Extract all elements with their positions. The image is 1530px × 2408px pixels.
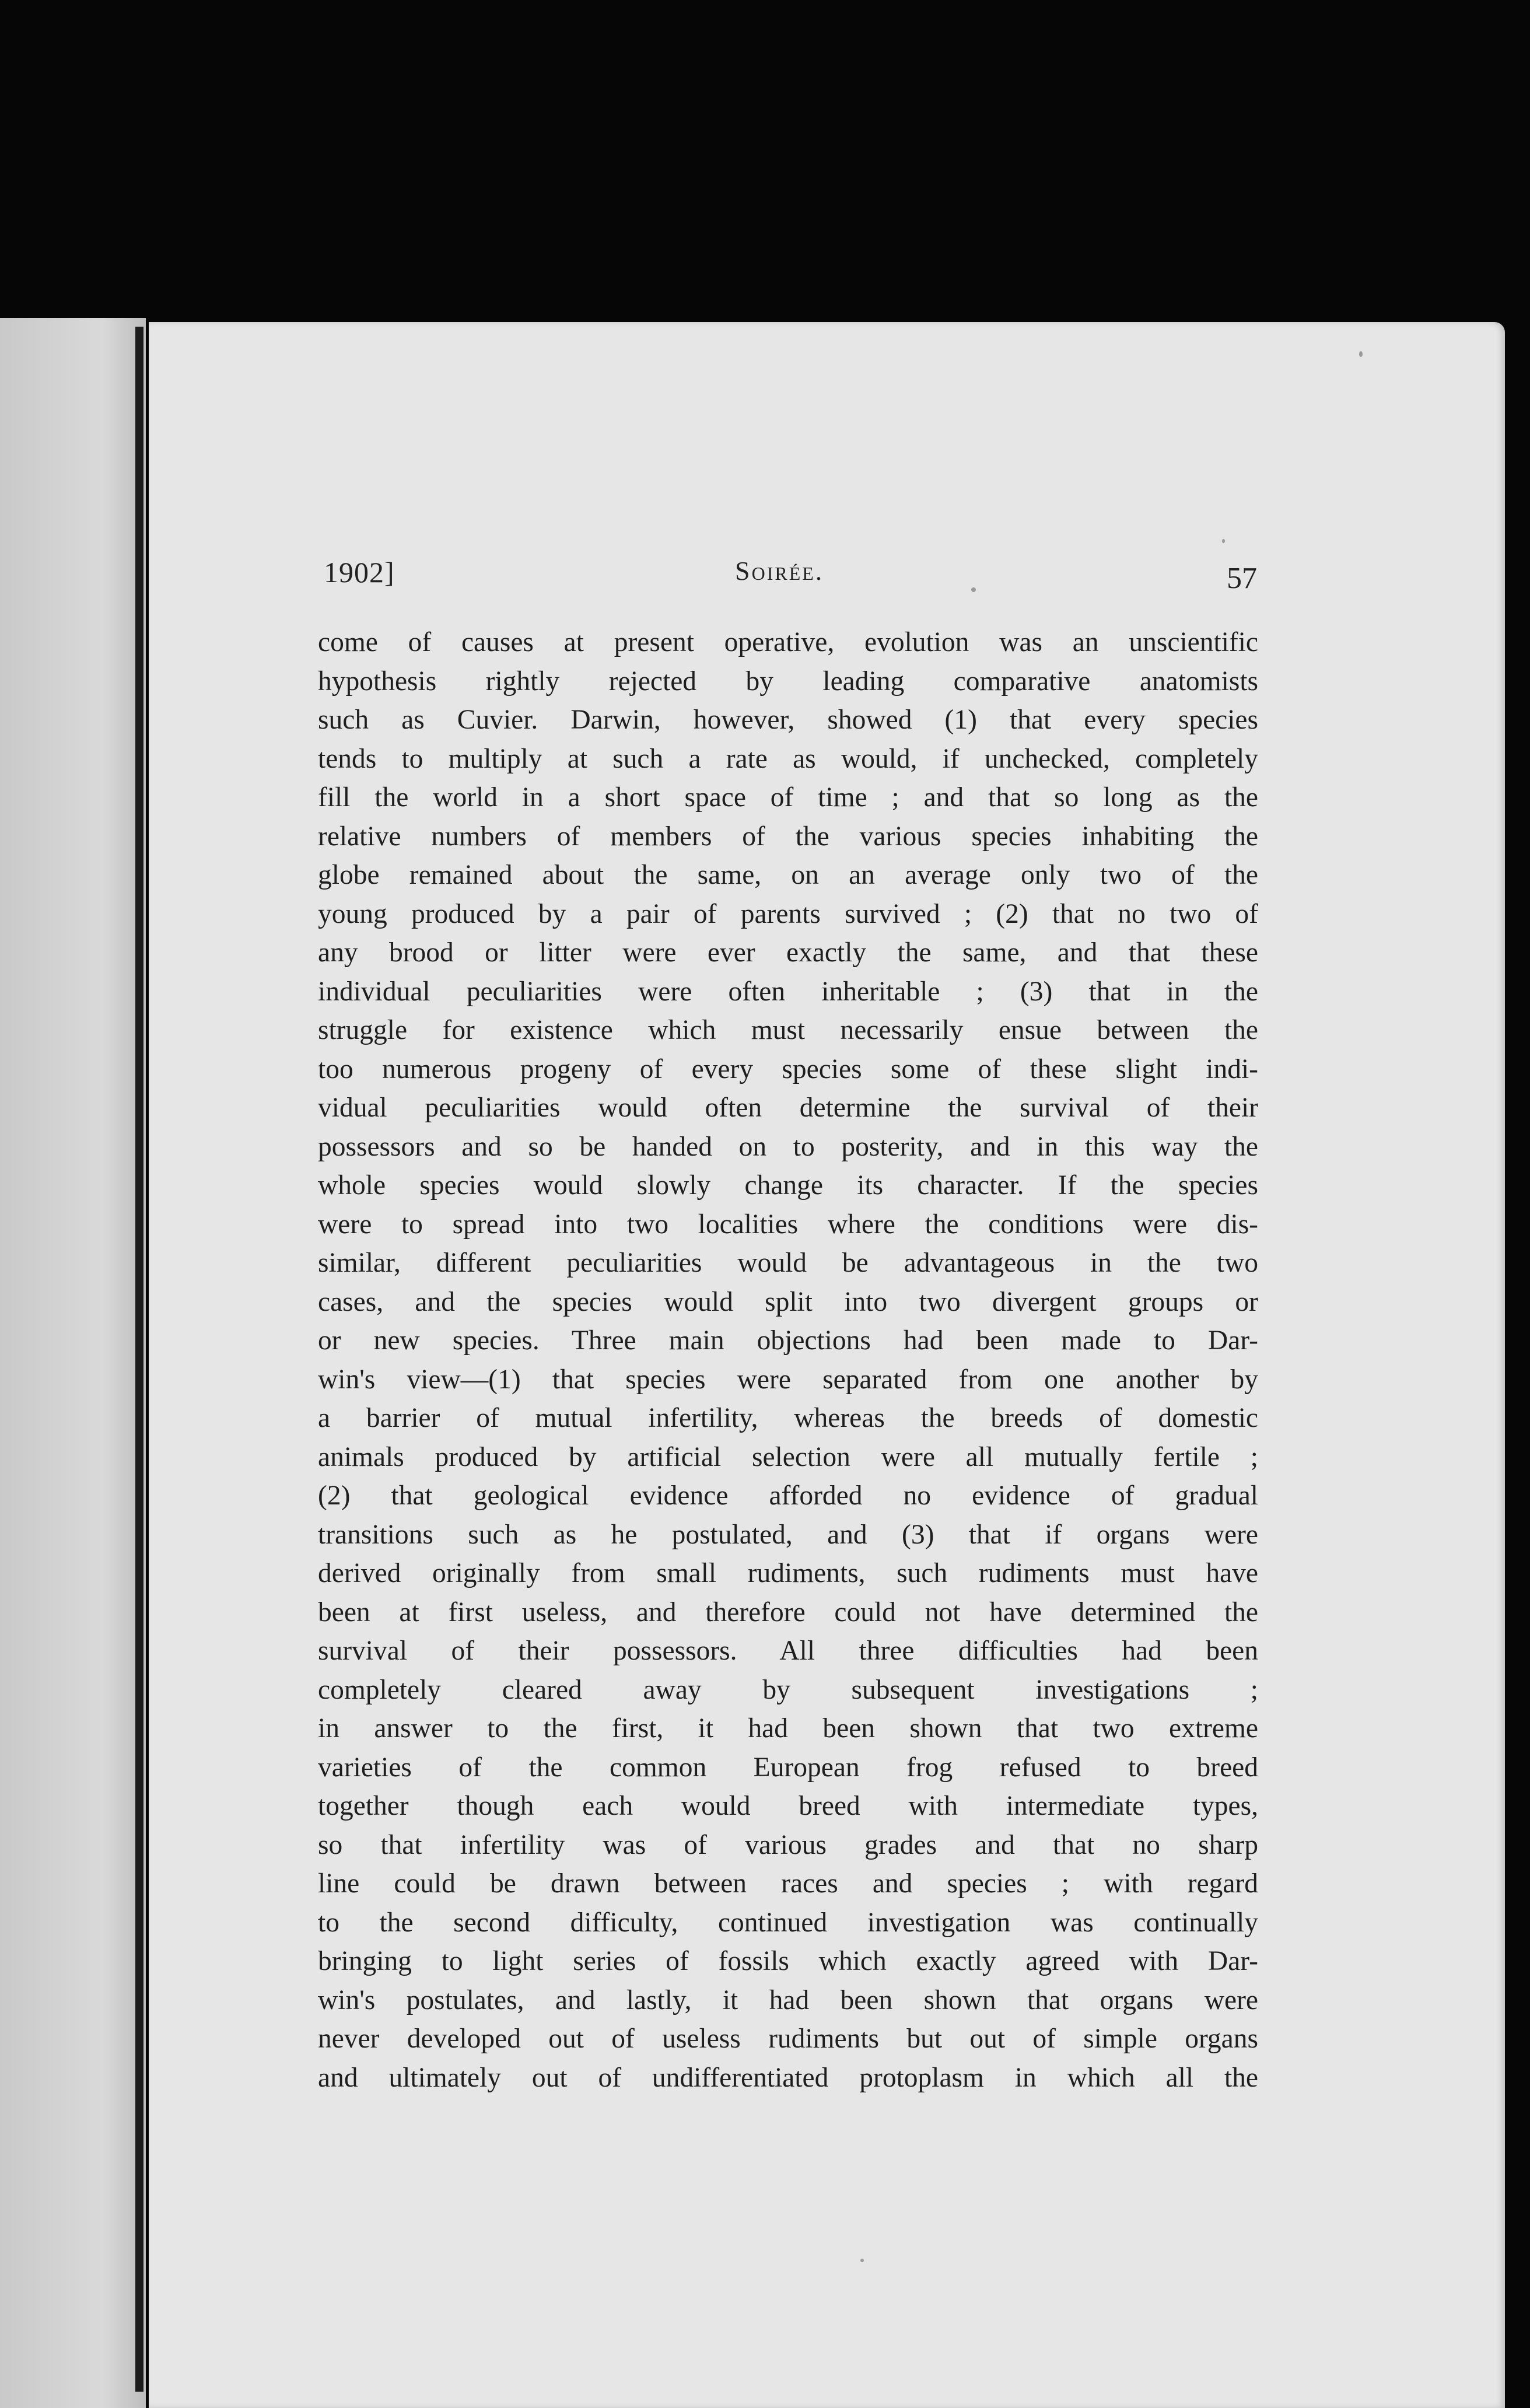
text-line: been at first useless, and therefore could not have determined the xyxy=(318,1597,1258,1628)
text-line: never developed out of useless rudiments but out of simple organs xyxy=(318,2024,1258,2054)
text-line: derived originally from small rudiments, such rudiments must have xyxy=(318,1558,1258,1588)
text-line: a barrier of mutual infertility, whereas the breeds of domestic xyxy=(318,1403,1258,1433)
text-line: animals produced by artificial selection were all mutually fertile ; xyxy=(318,1441,1258,1472)
text-line: globe remained about the same, on an average only two of the xyxy=(318,860,1258,890)
page-number: 57 xyxy=(1227,562,1257,595)
text-line: line could be drawn between races and species ; with regard xyxy=(318,1868,1258,1899)
text-line: similar, different peculiarities would be advantageous in the two xyxy=(318,1248,1258,1278)
dust-speck xyxy=(1222,539,1225,543)
text-line: completely cleared away by subsequent investigations ; xyxy=(318,1674,1258,1705)
text-line: survival of their possessors. All three difficulties had been xyxy=(318,1636,1258,1666)
gutter-shadow xyxy=(135,327,143,2392)
text-line: (2) that geological evidence afforded no evidence of gradual xyxy=(318,1480,1258,1511)
text-line: or new species. Three main objections had been made to Dar- xyxy=(318,1325,1258,1356)
dust-speck xyxy=(860,2259,864,2262)
text-line: vidual peculiarities would often determine the survival of their xyxy=(318,1093,1258,1123)
text-line: fill the world in a short space of time ; and that so long as the xyxy=(318,782,1258,813)
text-line: win's postulates, and lastly, it had been shown that organs were xyxy=(318,1985,1258,2015)
text-line: were to spread into two localities where the conditions were dis- xyxy=(318,1209,1258,1240)
text-line: in answer to the first, it had been shown that two extreme xyxy=(318,1713,1258,1744)
text-line: tends to multiply at such a rate as would, if unchecked, completely xyxy=(318,743,1258,774)
text-line: cases, and the species would split into two divergent groups or xyxy=(318,1286,1258,1317)
text-line: together though each would breed with intermediate types, xyxy=(318,1791,1258,1821)
text-line: whole species would slowly change its character. If the species xyxy=(318,1170,1258,1200)
running-title: Soirée. xyxy=(735,556,824,586)
text-line: win's view—(1) that species were separated from one another by xyxy=(318,1364,1258,1395)
text-line: any brood or litter were ever exactly the same, and that these xyxy=(318,937,1258,968)
text-line: individual peculiarities were often inheritable ; (3) that in the xyxy=(318,976,1258,1007)
text-line: too numerous progeny of every species some of these slight indi- xyxy=(318,1054,1258,1084)
text-line: such as Cuvier. Darwin, however, showed (1) that every species xyxy=(318,705,1258,735)
text-line: varieties of the common European frog refused to breed xyxy=(318,1752,1258,1783)
text-line: and ultimately out of undifferentiated protoplasm in which all the xyxy=(318,2062,1258,2093)
text-line: to the second difficulty, continued investigation was continually xyxy=(318,1907,1258,1938)
text-line: hypothesis rightly rejected by leading comparative anatomists xyxy=(318,666,1258,696)
text-line: so that infertility was of various grades and that no sharp xyxy=(318,1829,1258,1860)
text-line: young produced by a pair of parents survived ; (2) that no two of xyxy=(318,898,1258,929)
text-line: bringing to light series of fossils which exactly agreed with Dar- xyxy=(318,1946,1258,1976)
text-line: come of causes at present operative, evolution was an unscientific xyxy=(318,627,1258,657)
dust-speck xyxy=(1359,351,1363,357)
running-header xyxy=(324,555,1257,596)
text-line: struggle for existence which must necessarily ensue between the xyxy=(318,1015,1258,1045)
body-paragraph xyxy=(318,623,1258,2097)
text-line: relative numbers of members of the various species inhabiting the xyxy=(318,821,1258,852)
text-line: possessors and so be handed on to posterity, and in this way the xyxy=(318,1131,1258,1162)
facing-page-edge xyxy=(0,318,146,2408)
running-year: 1902] xyxy=(324,556,395,589)
text-line: transitions such as he postulated, and (3) that if organs were xyxy=(318,1519,1258,1550)
